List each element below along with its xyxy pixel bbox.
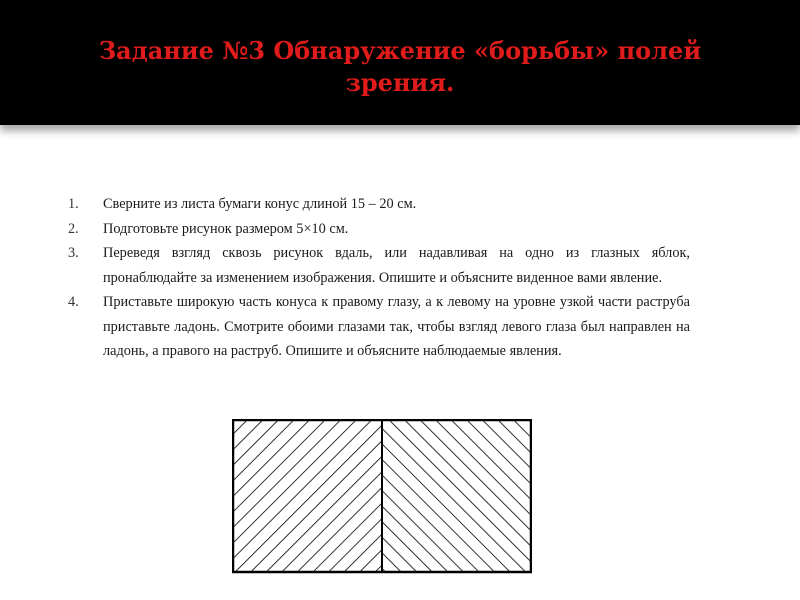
right-hatched-half: [382, 420, 531, 572]
hatched-rectangle-figure: [232, 419, 532, 574]
instruction-list: [68, 192, 690, 364]
list-item-number: 2.: [68, 220, 79, 237]
list-item: [68, 217, 690, 242]
list-item-number: 3.: [68, 245, 79, 261]
list-item: [68, 192, 690, 217]
list-item-number: 4.: [68, 294, 79, 310]
slide-title: Задание №3 Обнаружение «борьбы» полей зрения.: [98, 35, 702, 97]
list-item-text: Переведя взгляд сквозь рисунок вдаль, или надавливая на одно из глазных яблок, пронаблюдайте за изменением изображения. Опишите и объясните виденное вами явление.: [103, 245, 690, 286]
left-hatched-half: [233, 420, 382, 572]
slide-header: [0, 0, 800, 125]
list-item-number: 1.: [68, 196, 79, 212]
list-item: [68, 241, 690, 290]
list-item-text: Подготовьте рисунок размером 5×10 см.: [103, 220, 349, 237]
list-item-text: Приставьте широкую часть конуса к правому глазу, а к левому на уровне узкой части раструба приставьте ладонь. Смотрите обоими глазами так, чтобы взгляд левого глаза был направлен на ладонь, а правого на раструб. Опишите и объясните наблюдаемые явления.: [103, 294, 690, 359]
list-item: [68, 290, 690, 364]
list-item-text: Сверните из листа бумаги конус длиной 15 – 20 см.: [103, 196, 417, 212]
